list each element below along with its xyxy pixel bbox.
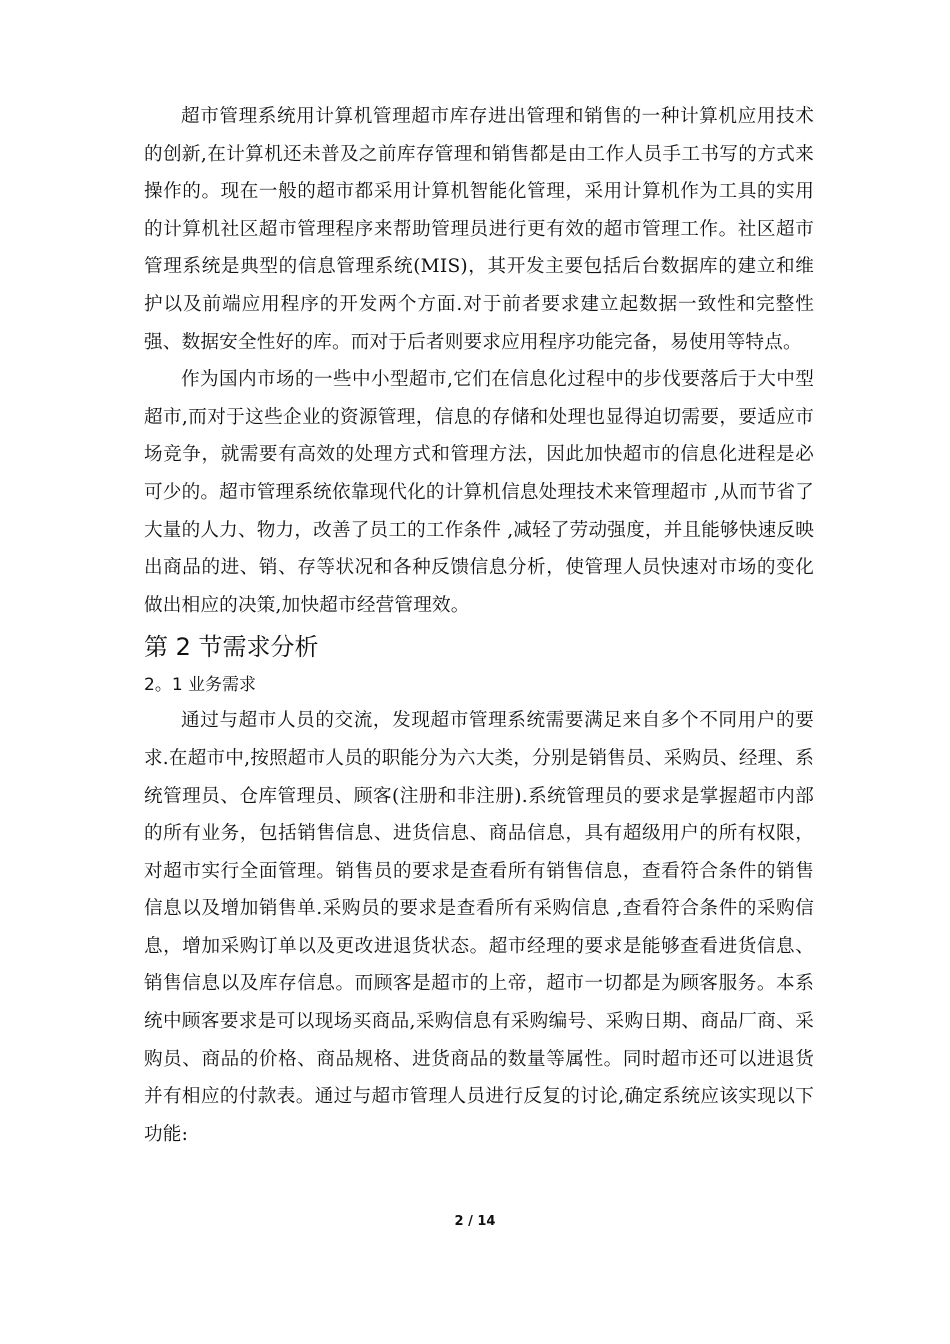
page-content xyxy=(144,98,814,1153)
section-title: 第 2 节需求分析 xyxy=(144,633,319,662)
requirements-paragraph: 通过与超市人员的交流，发现超市管理系统需要满足来自多个不同用户的要求.在超市中,按照超市人员的职能分为六大类，分别是销售员、采购员、经理、系统管理员、仓库管理员、顾客(注册和非注册).系统管理员的要求是掌握超市内部的所有业务，包括销售信息、进货信息、商品信息，具有超级用户的所有权限，对超市实行全面管理。销售员的要求是查看所有销售信息，查看符合条件的销售信息以及增加销售单.采购员的要求是查看所有采购信息 ,查看符合条件的采购信息，增加采购订单以及更改进退货状态。超市经理的要求是能够查看进货信息、销售信息以及库存信息。而顾客是超市的上帝，超市一切都是为顾客服务。本系统中顾客要求是可以现场买商品,采购信息有采购编号、采购日期、商品厂商、采购员、商品的价格、商品规格、进货商品的数量等属性。同时超市还可以进退货并有相应的付款表。通过与超市管理人员进行反复的讨论,确定系统应该实现以下功能: xyxy=(144,710,815,1145)
subsection-title: 2。1 业务需求 xyxy=(144,675,257,696)
intro-paragraph-1: 超市管理系统用计算机管理超市库存进出管理和销售的一种计算机应用技术的创新,在计算机还未普及之前库存管理和销售都是由工作人员手工书写的方式来操作的。现在一般的超市都采用计算机智能化管理，采用计算机作为工具的实用的计算机社区超市管理程序来帮助管理员进行更有效的超市管理工作。社区超市管理系统是典型的信息管理系统(MIS)，其开发主要包括后台数据库的建立和维护以及前端应用程序的开发两个方面.对于前者要求建立起数据一致性和完整性强、数据安全性好的库。而对于后者则要求应用程序功能完备，易使用等特点。 xyxy=(144,106,814,353)
page-number: 2 / 14 xyxy=(454,1214,496,1229)
intro-paragraph-2: 作为国内市场的一些中小型超市,它们在信息化过程中的步伐要落后于大中型超市,而对于这些企业的资源管理，信息的存储和处理也显得迫切需要，要适应市场竞争，就需要有高效的处理方式和管理方法，因此加快超市的信息化进程是必可少的。超市管理系统依靠现代化的计算机信息处理技术来管理超市 ,从而节省了大量的人力、物力，改善了员工的工作条件 ,减轻了劳动强度，并且能够快速反映出商品的进、销、存等状况和各种反馈信息分析，使管理人员快速对市场的变化做出相应的决策,加快超市经营管理效。 xyxy=(144,369,815,616)
